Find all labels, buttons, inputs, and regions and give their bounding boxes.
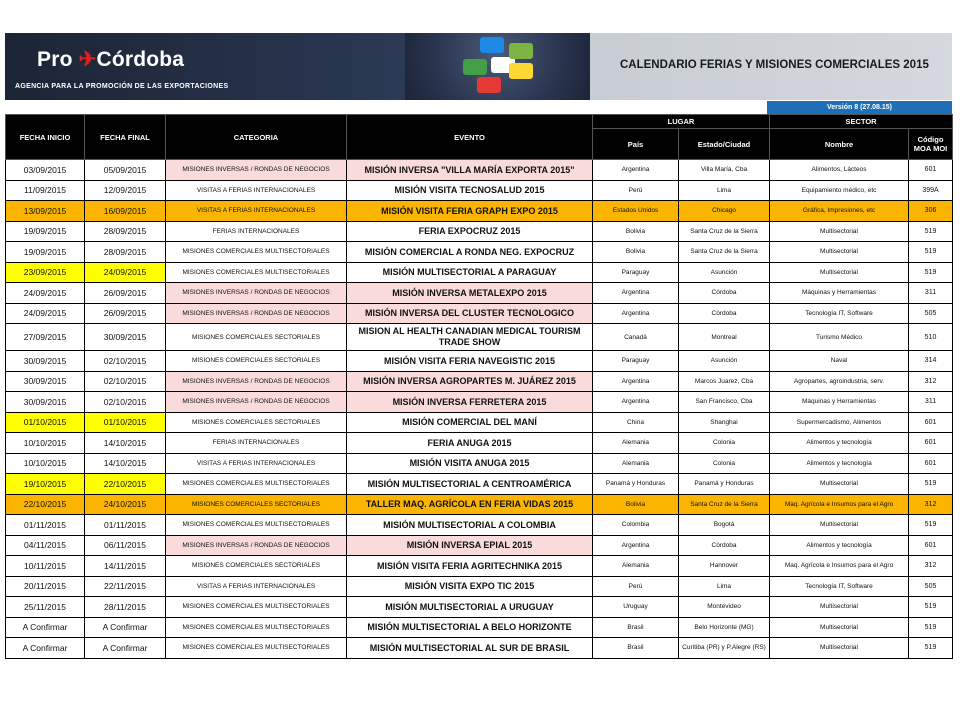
cell-fecha-final: 02/10/2015 xyxy=(85,371,166,392)
logo-square-blue xyxy=(480,37,504,53)
cell-codigo: 505 xyxy=(909,576,953,597)
logo-square-yellow xyxy=(509,63,533,79)
cell-sector: Naval xyxy=(770,351,909,372)
cell-fecha-final: 01/10/2015 xyxy=(85,412,166,433)
header-estado: Estado/Ciudad xyxy=(679,129,770,160)
table-row xyxy=(6,242,953,263)
cell-evento: FERIA ANUGA 2015 xyxy=(347,433,593,454)
cell-fecha-inicio: 19/10/2015 xyxy=(6,474,85,495)
header-fecha-inicio: FECHA INICIO xyxy=(6,115,85,160)
logo-cordoba: Córdoba xyxy=(96,48,185,71)
cell-estado: Lima xyxy=(679,576,770,597)
cell-estado: Hannover xyxy=(679,556,770,577)
cell-categoria: MISIONES INVERSAS / RONDAS DE NEGOCIOS xyxy=(166,371,347,392)
table-row xyxy=(6,180,953,201)
cell-fecha-final: 02/10/2015 xyxy=(85,351,166,372)
cell-codigo: 601 xyxy=(909,453,953,474)
cell-estado: San Francisco, Cba xyxy=(679,392,770,413)
cell-sector: Multisectorial xyxy=(770,515,909,536)
cell-estado: Córdoba xyxy=(679,303,770,324)
cell-fecha-final: 26/09/2015 xyxy=(85,303,166,324)
cell-categoria: MISIONES INVERSAS / RONDAS DE NEGOCIOS xyxy=(166,392,347,413)
globe-graphic xyxy=(405,33,590,100)
cell-categoria: FERIAS INTERNACIONALES xyxy=(166,433,347,454)
cell-evento: MISIÓN VISITA FERIA GRAPH EXPO 2015 xyxy=(347,201,593,222)
cell-estado: Asunción xyxy=(679,262,770,283)
cell-sector: Máquinas y Herramientas xyxy=(770,283,909,304)
cell-codigo: 601 xyxy=(909,535,953,556)
cell-fecha-final: 14/10/2015 xyxy=(85,453,166,474)
cell-fecha-final: 06/11/2015 xyxy=(85,535,166,556)
cell-codigo: 312 xyxy=(909,556,953,577)
cell-categoria: VISITAS A FERIAS INTERNACIONALES xyxy=(166,453,347,474)
cell-fecha-inicio: A Confirmar xyxy=(6,638,85,659)
cell-fecha-final: 16/09/2015 xyxy=(85,201,166,222)
header-pais: País xyxy=(593,129,679,160)
cell-estado: Santa Cruz de la Sierra xyxy=(679,494,770,515)
cell-codigo: 601 xyxy=(909,160,953,181)
cell-codigo: 519 xyxy=(909,597,953,618)
table-row xyxy=(6,453,953,474)
cell-codigo: 519 xyxy=(909,617,953,638)
cell-codigo: 519 xyxy=(909,262,953,283)
table-row xyxy=(6,617,953,638)
page-title: CALENDARIO FERIAS Y MISIONES COMERCIALES 2015 xyxy=(620,59,929,71)
cell-evento: TALLER MAQ. AGRÍCOLA EN FERIA VIDAS 2015 xyxy=(347,494,593,515)
cell-fecha-inicio: 19/09/2015 xyxy=(6,242,85,263)
cell-pais: Bolivia xyxy=(593,221,679,242)
cell-pais: Estados Unidos xyxy=(593,201,679,222)
cell-codigo: 519 xyxy=(909,242,953,263)
cell-evento: MISION AL HEALTH CANADIAN MEDICAL TOURISM TRADE SHOW xyxy=(347,324,593,351)
cell-pais: Colombia xyxy=(593,515,679,536)
cell-categoria: MISIONES COMERCIALES SECTORIALES xyxy=(166,494,347,515)
cell-categoria: MISIONES COMERCIALES MULTISECTORIALES xyxy=(166,262,347,283)
cell-pais: Perú xyxy=(593,576,679,597)
table-body xyxy=(6,160,953,659)
cell-pais: Alemania xyxy=(593,433,679,454)
cell-estado: Chicago xyxy=(679,201,770,222)
cell-codigo: 312 xyxy=(909,494,953,515)
cell-pais: Canadá xyxy=(593,324,679,351)
cell-categoria: VISITAS A FERIAS INTERNACIONALES xyxy=(166,180,347,201)
cell-estado: Curitiba (PR) y P.Alegre (RS) xyxy=(679,638,770,659)
cell-pais: Alemania xyxy=(593,556,679,577)
cell-evento: MISIÓN INVERSA EPIAL 2015 xyxy=(347,535,593,556)
cell-pais: Uruguay xyxy=(593,597,679,618)
logo xyxy=(37,47,184,72)
table-row xyxy=(6,201,953,222)
cell-sector: Multisectorial xyxy=(770,638,909,659)
cell-pais: Argentina xyxy=(593,392,679,413)
cell-sector: Multisectorial xyxy=(770,262,909,283)
cell-fecha-final: 05/09/2015 xyxy=(85,160,166,181)
cell-codigo: 311 xyxy=(909,283,953,304)
cell-estado: Córdoba xyxy=(679,535,770,556)
cell-estado: Shanghai xyxy=(679,412,770,433)
logo-subtitle: AGENCIA PARA LA PROMOCIÓN DE LAS EXPORTACIONES xyxy=(15,83,229,90)
cell-sector: Equipamiento médico, etc xyxy=(770,180,909,201)
cell-estado: Santa Cruz de la Sierra xyxy=(679,242,770,263)
cell-fecha-inicio: 19/09/2015 xyxy=(6,221,85,242)
cell-estado: Córdoba xyxy=(679,283,770,304)
cell-fecha-inicio: 27/09/2015 xyxy=(6,324,85,351)
table-row xyxy=(6,283,953,304)
logo-square-lime xyxy=(509,43,533,59)
cell-codigo: 601 xyxy=(909,433,953,454)
version-row xyxy=(5,100,952,114)
cell-estado: Bogotá xyxy=(679,515,770,536)
cell-evento: FERIA EXPOCRUZ 2015 xyxy=(347,221,593,242)
table-row xyxy=(6,262,953,283)
cell-fecha-final: 12/09/2015 xyxy=(85,180,166,201)
cell-sector: Multisectorial xyxy=(770,242,909,263)
table-row xyxy=(6,324,953,351)
cell-fecha-final: 28/11/2015 xyxy=(85,597,166,618)
cell-categoria: FERIAS INTERNACIONALES xyxy=(166,221,347,242)
cell-fecha-inicio: 03/09/2015 xyxy=(6,160,85,181)
cell-fecha-final: 30/09/2015 xyxy=(85,324,166,351)
cell-evento: MISIÓN MULTISECTORIAL A URUGUAY xyxy=(347,597,593,618)
table-row xyxy=(6,556,953,577)
cell-categoria: MISIONES COMERCIALES MULTISECTORIALES xyxy=(166,617,347,638)
cell-pais: Paraguay xyxy=(593,351,679,372)
cell-pais: Argentina xyxy=(593,371,679,392)
events-table xyxy=(5,114,953,659)
cell-categoria: MISIONES COMERCIALES SECTORIALES xyxy=(166,412,347,433)
cell-categoria: VISITAS A FERIAS INTERNACIONALES xyxy=(166,576,347,597)
cell-sector: Tecnología IT, Software xyxy=(770,303,909,324)
header-evento: EVENTO xyxy=(347,115,593,160)
cell-fecha-inicio: 20/11/2015 xyxy=(6,576,85,597)
cell-codigo: 519 xyxy=(909,638,953,659)
cell-fecha-inicio: 24/09/2015 xyxy=(6,283,85,304)
cell-fecha-inicio: 10/10/2015 xyxy=(6,453,85,474)
cell-fecha-inicio: 23/09/2015 xyxy=(6,262,85,283)
cell-pais: Perú xyxy=(593,180,679,201)
cell-sector: Maq. Agrícola e Insumos para el Agro xyxy=(770,556,909,577)
cell-codigo: 314 xyxy=(909,351,953,372)
cell-fecha-inicio: 10/11/2015 xyxy=(6,556,85,577)
cell-categoria: MISIONES COMERCIALES SECTORIALES xyxy=(166,324,347,351)
cell-evento: MISIÓN MULTISECTORIAL A BELO HORIZONTE xyxy=(347,617,593,638)
cell-codigo: 519 xyxy=(909,474,953,495)
logo-square-red xyxy=(477,77,501,93)
table-row xyxy=(6,371,953,392)
cell-codigo: 519 xyxy=(909,515,953,536)
cell-codigo: 510 xyxy=(909,324,953,351)
table-row xyxy=(6,515,953,536)
cell-fecha-inicio: 25/11/2015 xyxy=(6,597,85,618)
cell-fecha-inicio: 30/09/2015 xyxy=(6,392,85,413)
header-sector: SECTOR xyxy=(770,115,953,129)
cell-sector: Turismo Médico xyxy=(770,324,909,351)
cell-evento: MISIÓN VISITA EXPO TIC 2015 xyxy=(347,576,593,597)
cell-sector: Multisectorial xyxy=(770,597,909,618)
cell-estado: Belo Horizonte (MG) xyxy=(679,617,770,638)
cell-fecha-final: 14/10/2015 xyxy=(85,433,166,454)
cell-categoria: MISIONES INVERSAS / RONDAS DE NEGOCIOS xyxy=(166,283,347,304)
cell-pais: Argentina xyxy=(593,283,679,304)
cell-codigo: 312 xyxy=(909,371,953,392)
cell-pais: Argentina xyxy=(593,535,679,556)
cell-fecha-inicio: 10/10/2015 xyxy=(6,433,85,454)
cell-categoria: MISIONES COMERCIALES SECTORIALES xyxy=(166,351,347,372)
cell-fecha-final: 26/09/2015 xyxy=(85,283,166,304)
cell-sector: Multisectorial xyxy=(770,221,909,242)
cell-fecha-final: 22/10/2015 xyxy=(85,474,166,495)
header-codigo: Código MOA MOI xyxy=(909,129,953,160)
cell-sector: Alimentos y tecnología xyxy=(770,433,909,454)
cell-fecha-inicio: 22/10/2015 xyxy=(6,494,85,515)
header-banner xyxy=(5,33,952,100)
cell-codigo: 601 xyxy=(909,412,953,433)
cell-evento: MISIÓN MULTISECTORIAL A PARAGUAY xyxy=(347,262,593,283)
table-row xyxy=(6,160,953,181)
table-row xyxy=(6,576,953,597)
cell-fecha-final: 14/11/2015 xyxy=(85,556,166,577)
cell-estado: Montreal xyxy=(679,324,770,351)
cell-fecha-inicio: 04/11/2015 xyxy=(6,535,85,556)
cell-categoria: MISIONES INVERSAS / RONDAS DE NEGOCIOS xyxy=(166,160,347,181)
cell-pais: Argentina xyxy=(593,160,679,181)
header-categoria: CATEGORIA xyxy=(166,115,347,160)
logo-square-green xyxy=(463,59,487,75)
version-label: Versión 8 (27.08.15) xyxy=(767,101,952,114)
cell-sector: Alimentos, Lácteos xyxy=(770,160,909,181)
cell-fecha-inicio: 01/11/2015 xyxy=(6,515,85,536)
cell-evento: MISIÓN INVERSA "VILLA MARÍA EXPORTA 2015" xyxy=(347,160,593,181)
cell-fecha-final: 24/10/2015 xyxy=(85,494,166,515)
cell-evento: MISIÓN VISITA FERIA NAVEGISTIC 2015 xyxy=(347,351,593,372)
cell-evento: MISIÓN MULTISECTORIAL A COLOMBIA xyxy=(347,515,593,536)
cell-pais: Alemania xyxy=(593,453,679,474)
cell-fecha-inicio: 24/09/2015 xyxy=(6,303,85,324)
cell-sector: Multisectorial xyxy=(770,474,909,495)
table-row xyxy=(6,433,953,454)
cell-evento: MISIÓN INVERSA FERRETERA 2015 xyxy=(347,392,593,413)
table-row xyxy=(6,494,953,515)
cell-codigo: 311 xyxy=(909,392,953,413)
cell-codigo: 519 xyxy=(909,221,953,242)
cell-sector: Gráfica, Impresiones, etc xyxy=(770,201,909,222)
cell-fecha-final: A Confirmar xyxy=(85,638,166,659)
cell-fecha-final: 24/09/2015 xyxy=(85,262,166,283)
cell-sector: Multisectorial xyxy=(770,617,909,638)
cell-evento: MISIÓN COMERCIAL DEL MANÍ xyxy=(347,412,593,433)
cell-pais: Bolivia xyxy=(593,242,679,263)
calendar-sheet xyxy=(5,33,952,659)
header-fecha-final: FECHA FINAL xyxy=(85,115,166,160)
table-row xyxy=(6,597,953,618)
cell-fecha-final: 02/10/2015 xyxy=(85,392,166,413)
cell-fecha-final: 28/09/2015 xyxy=(85,221,166,242)
cell-estado: Santa Cruz de la Sierra xyxy=(679,221,770,242)
cell-fecha-final: A Confirmar xyxy=(85,617,166,638)
cell-codigo: 306 xyxy=(909,201,953,222)
cell-fecha-final: 22/11/2015 xyxy=(85,576,166,597)
table-row xyxy=(6,221,953,242)
cell-categoria: MISIONES COMERCIALES SECTORIALES xyxy=(166,556,347,577)
cell-codigo: 505 xyxy=(909,303,953,324)
cell-evento: MISIÓN INVERSA AGROPARTES M. JUÁREZ 2015 xyxy=(347,371,593,392)
cell-sector: Maq. Agrícola e Insumos para el Agro xyxy=(770,494,909,515)
cell-evento: MISIÓN COMERCIAL A RONDA NEG. EXPOCRUZ xyxy=(347,242,593,263)
cell-estado: Colonia xyxy=(679,433,770,454)
cell-sector: Agropartes, agroindustria, serv. xyxy=(770,371,909,392)
cell-estado: Marcos Juarez, Cba xyxy=(679,371,770,392)
cell-categoria: MISIONES INVERSAS / RONDAS DE NEGOCIOS xyxy=(166,535,347,556)
cell-sector: Alimentos y tecnología xyxy=(770,453,909,474)
cell-fecha-inicio: 30/09/2015 xyxy=(6,351,85,372)
cell-pais: Panamá y Honduras xyxy=(593,474,679,495)
cell-sector: Máquinas y Herramientas xyxy=(770,392,909,413)
cell-estado: Montevideo xyxy=(679,597,770,618)
table-row xyxy=(6,392,953,413)
cell-fecha-inicio: 11/09/2015 xyxy=(6,180,85,201)
cell-pais: Bolivia xyxy=(593,494,679,515)
cell-categoria: MISIONES COMERCIALES MULTISECTORIALES xyxy=(166,638,347,659)
cell-fecha-final: 28/09/2015 xyxy=(85,242,166,263)
logo-swoosh-icon: ✈ xyxy=(78,48,97,71)
cell-sector: Alimentos y tecnología xyxy=(770,535,909,556)
cell-sector: Tecnología IT, Software xyxy=(770,576,909,597)
cell-pais: Brasil xyxy=(593,638,679,659)
cell-evento: MISIÓN VISITA ANUGA 2015 xyxy=(347,453,593,474)
cell-fecha-inicio: 01/10/2015 xyxy=(6,412,85,433)
cell-codigo: 399A xyxy=(909,180,953,201)
cell-evento: MISIÓN VISITA FERIA AGRITECHNIKA 2015 xyxy=(347,556,593,577)
cell-estado: Lima xyxy=(679,180,770,201)
cell-evento: MISIÓN INVERSA METALEXPO 2015 xyxy=(347,283,593,304)
cell-pais: Brasil xyxy=(593,617,679,638)
cell-evento: MISIÓN INVERSA DEL CLUSTER TECNOLOGICO xyxy=(347,303,593,324)
header-lugar: LUGAR xyxy=(593,115,770,129)
cell-pais: China xyxy=(593,412,679,433)
header-nombre: Nombre xyxy=(770,129,909,160)
cell-fecha-inicio: 30/09/2015 xyxy=(6,371,85,392)
cell-evento: MISIÓN MULTISECTORIAL A CENTROAMÉRICA xyxy=(347,474,593,495)
cell-estado: Panamá y Honduras xyxy=(679,474,770,495)
cell-evento: MISIÓN VISITA TECNOSALUD 2015 xyxy=(347,180,593,201)
cell-categoria: MISIONES COMERCIALES MULTISECTORIALES xyxy=(166,597,347,618)
cell-sector: Supermercadismo, Alimentos xyxy=(770,412,909,433)
table-row xyxy=(6,351,953,372)
cell-fecha-inicio: 13/09/2015 xyxy=(6,201,85,222)
table-row xyxy=(6,535,953,556)
table-row xyxy=(6,474,953,495)
table-row xyxy=(6,303,953,324)
cell-pais: Argentina xyxy=(593,303,679,324)
cell-categoria: MISIONES COMERCIALES MULTISECTORIALES xyxy=(166,474,347,495)
cell-categoria: MISIONES COMERCIALES MULTISECTORIALES xyxy=(166,515,347,536)
cell-estado: Asunción xyxy=(679,351,770,372)
logo-pro: Pro xyxy=(37,48,73,71)
table-row xyxy=(6,412,953,433)
cell-pais: Paraguay xyxy=(593,262,679,283)
cell-fecha-inicio: A Confirmar xyxy=(6,617,85,638)
cell-estado: Colonia xyxy=(679,453,770,474)
cell-fecha-final: 01/11/2015 xyxy=(85,515,166,536)
cell-categoria: MISIONES COMERCIALES MULTISECTORIALES xyxy=(166,242,347,263)
cell-evento: MISIÓN MULTISECTORIAL AL SUR DE BRASIL xyxy=(347,638,593,659)
cell-categoria: VISITAS A FERIAS INTERNACIONALES xyxy=(166,201,347,222)
cell-estado: Villa María, Cba xyxy=(679,160,770,181)
cell-categoria: MISIONES INVERSAS / RONDAS DE NEGOCIOS xyxy=(166,303,347,324)
table-row xyxy=(6,638,953,659)
